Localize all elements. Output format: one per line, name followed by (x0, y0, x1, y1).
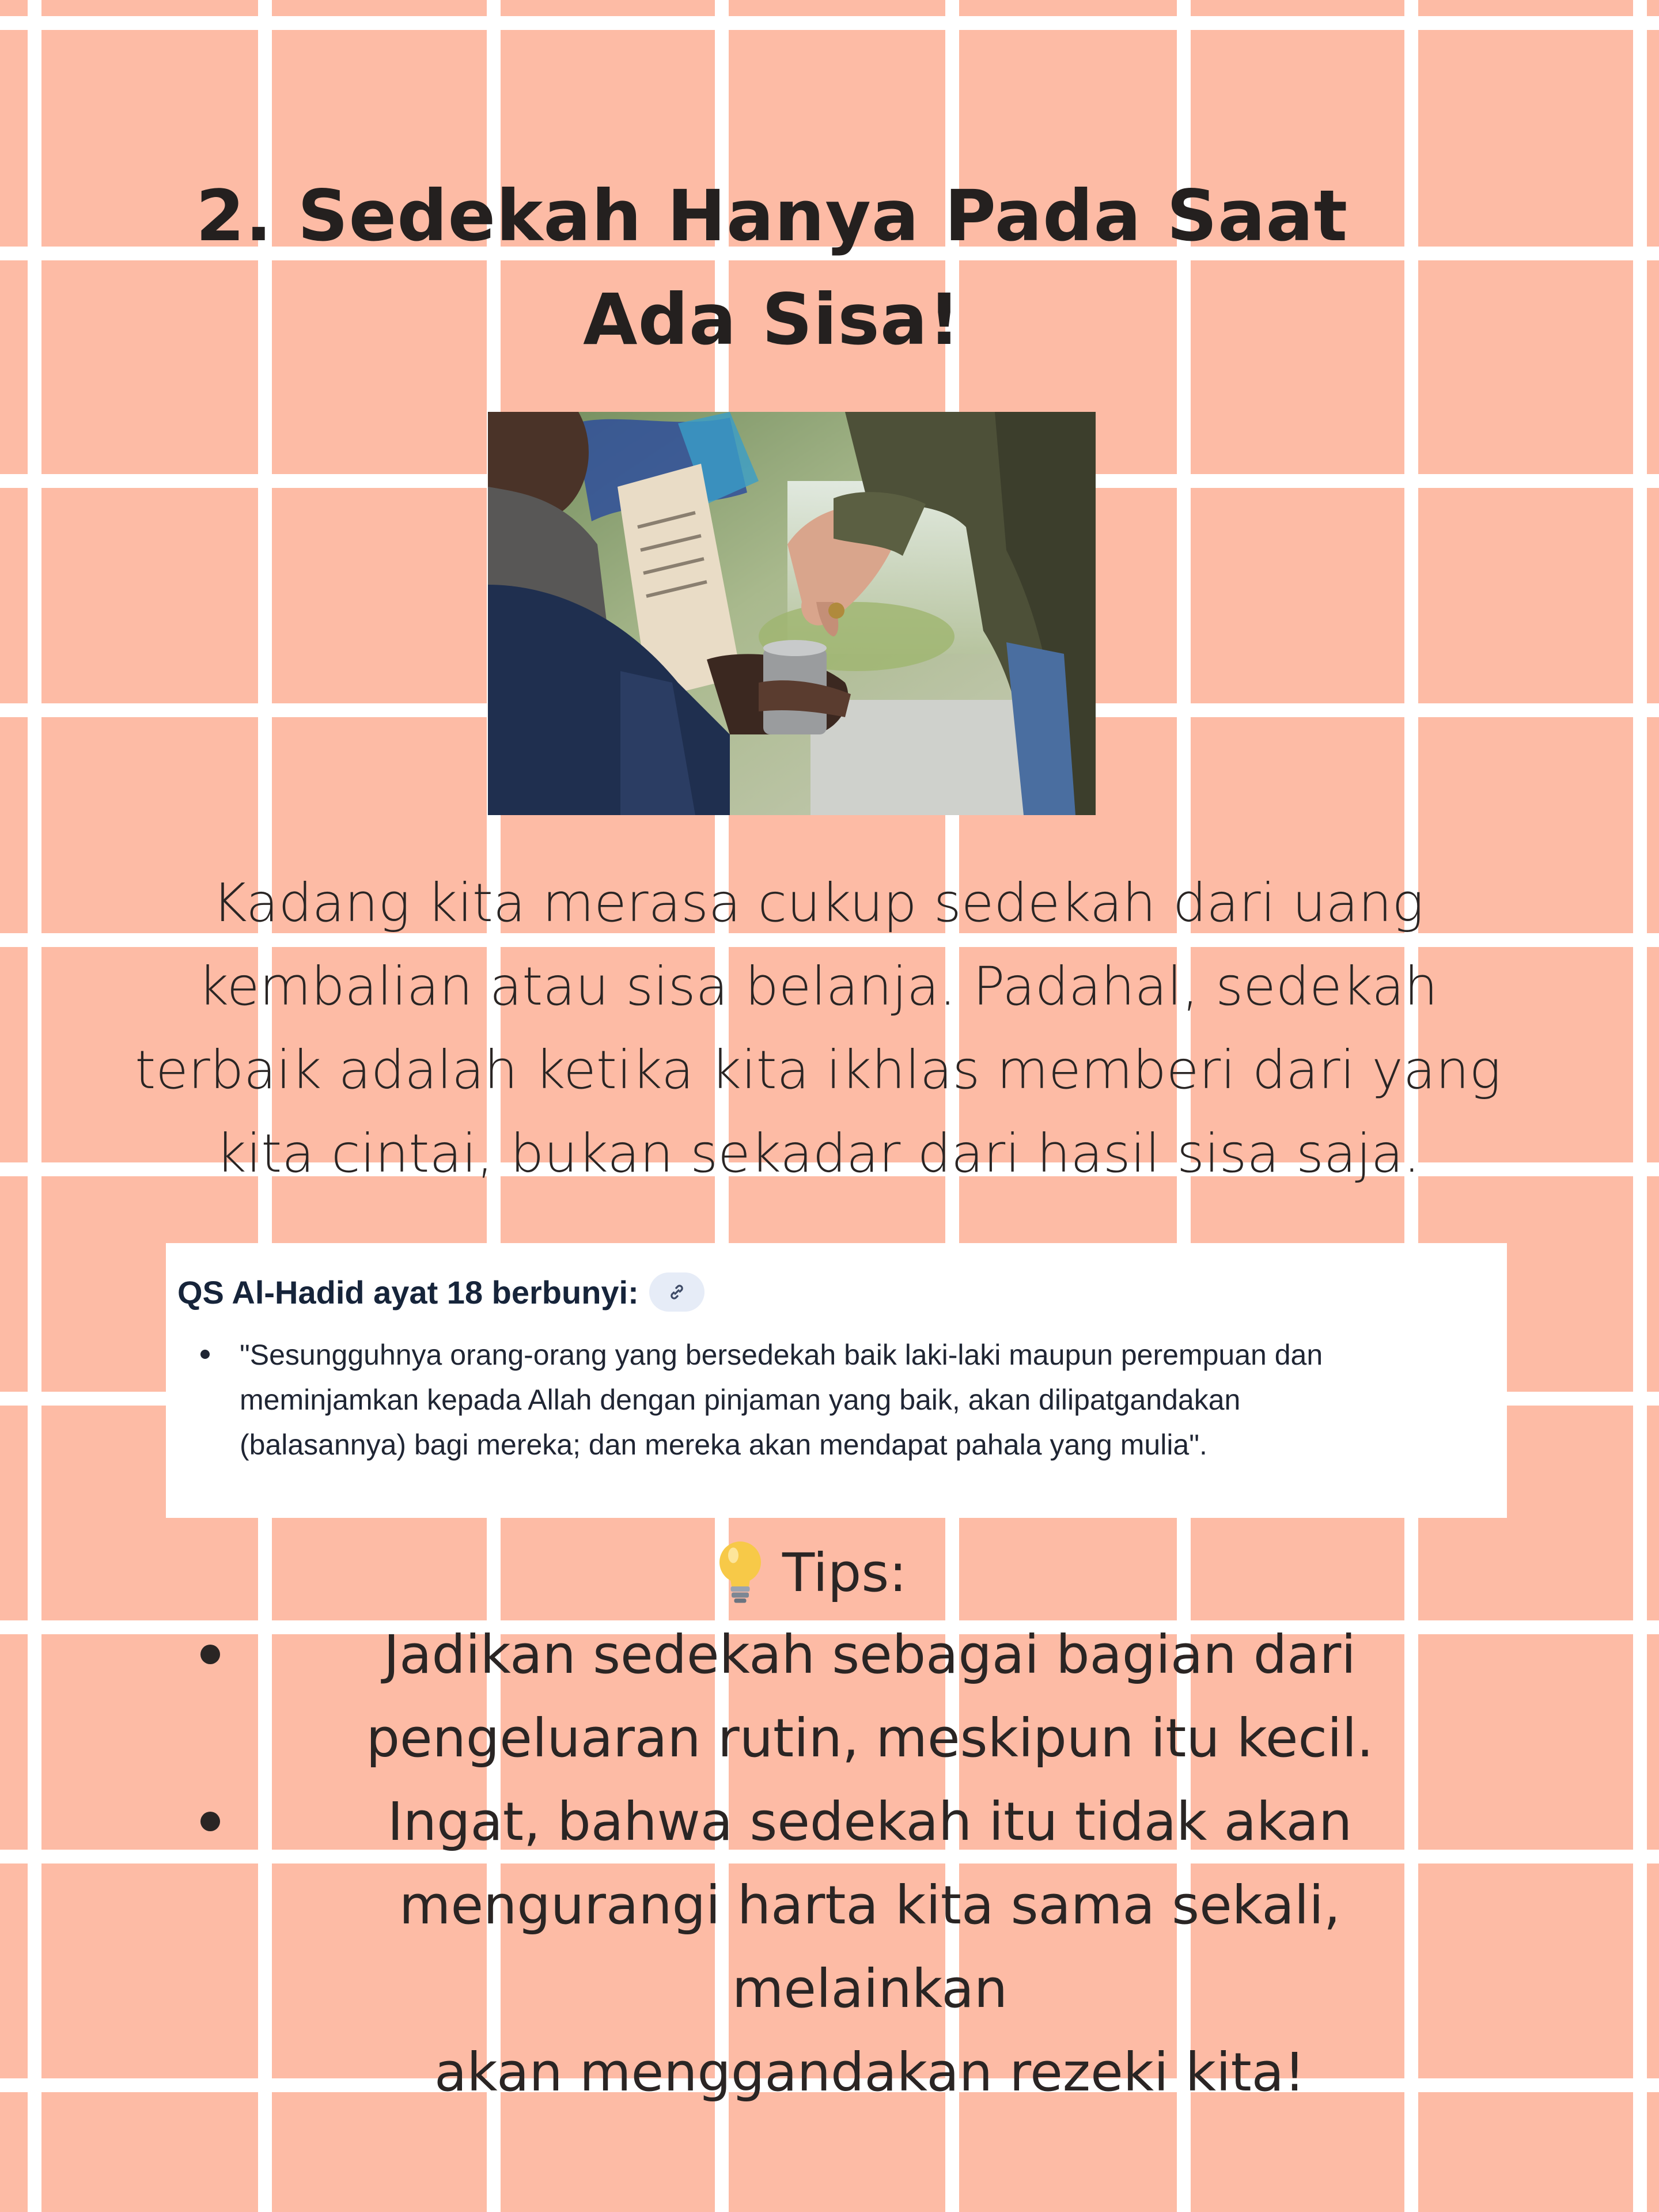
charity-photo (488, 412, 1096, 815)
charity-hand-giving-coin-photo (488, 412, 1096, 815)
body-line-2: kembalian atau sisa belanja. Padahal, sedekah (198, 956, 1438, 1017)
link-icon[interactable] (649, 1272, 704, 1312)
page-title (173, 164, 1371, 372)
quote-list (177, 1332, 1495, 1467)
tip-2-line-1: Ingat, bahwa sedekah itu tidak akan (387, 1791, 1353, 1853)
grid-line-vertical-7 (1633, 0, 1647, 2212)
tip-item-2 (265, 1780, 1475, 2114)
quote-line-2: meminjamkan kepada Allah dengan pinjaman yang baik, akan dilipatgandakan (240, 1384, 1241, 1416)
quote-line-3: (balasannya) bagi mereka; dan mereka akan mendapat pahala yang mulia". (240, 1429, 1207, 1461)
tip-2-line-3: akan menggandakan rezeki kita! (434, 2041, 1305, 2103)
title-line-1: 2. Sedekah Hanya Pada Saat (195, 175, 1349, 257)
tip-2-line-2: mengurangi harta kita sama sekali, melainkan (399, 1874, 1341, 2020)
tip-item-1 (265, 1613, 1475, 1780)
link-chain-icon (666, 1282, 687, 1302)
tip-1-line-2: pengeluaran rutin, meskipun itu kecil. (366, 1707, 1374, 1769)
body-paragraph (132, 861, 1503, 1195)
body-line-3: terbaik adalah ketika kita ikhlas memberi dari yang (135, 1039, 1501, 1101)
tip-1-line-1: Jadikan sedekah sebagai bagian dari (384, 1624, 1356, 1685)
title-line-2: Ada Sisa! (583, 279, 961, 361)
quote-heading-text: QS Al-Hadid ayat 18 berbunyi: (177, 1274, 639, 1310)
quote-item (177, 1332, 1478, 1467)
tips-heading-text: Tips: (782, 1541, 907, 1604)
quote-line-1: "Sesungguhnya orang-orang yang bersedekah baik laki-laki maupun perempuan dan (240, 1339, 1323, 1371)
body-line-1: Kadang kita merasa cukup sedekah dari uang (212, 872, 1424, 934)
quote-bullet (200, 1350, 210, 1359)
tip-bullet-1 (200, 1645, 220, 1664)
quote-box (166, 1243, 1507, 1518)
tip-bullet-2 (200, 1812, 220, 1831)
body-line-4: kita cintai, bukan sekadar dari hasil sisa saja. (215, 1123, 1421, 1184)
lightbulb-icon (714, 1538, 766, 1607)
grid-line-vertical-0 (28, 0, 41, 2212)
grid-line-horizontal-0 (0, 16, 1659, 30)
quote-heading (177, 1269, 1495, 1315)
tips-heading (714, 1529, 907, 1616)
